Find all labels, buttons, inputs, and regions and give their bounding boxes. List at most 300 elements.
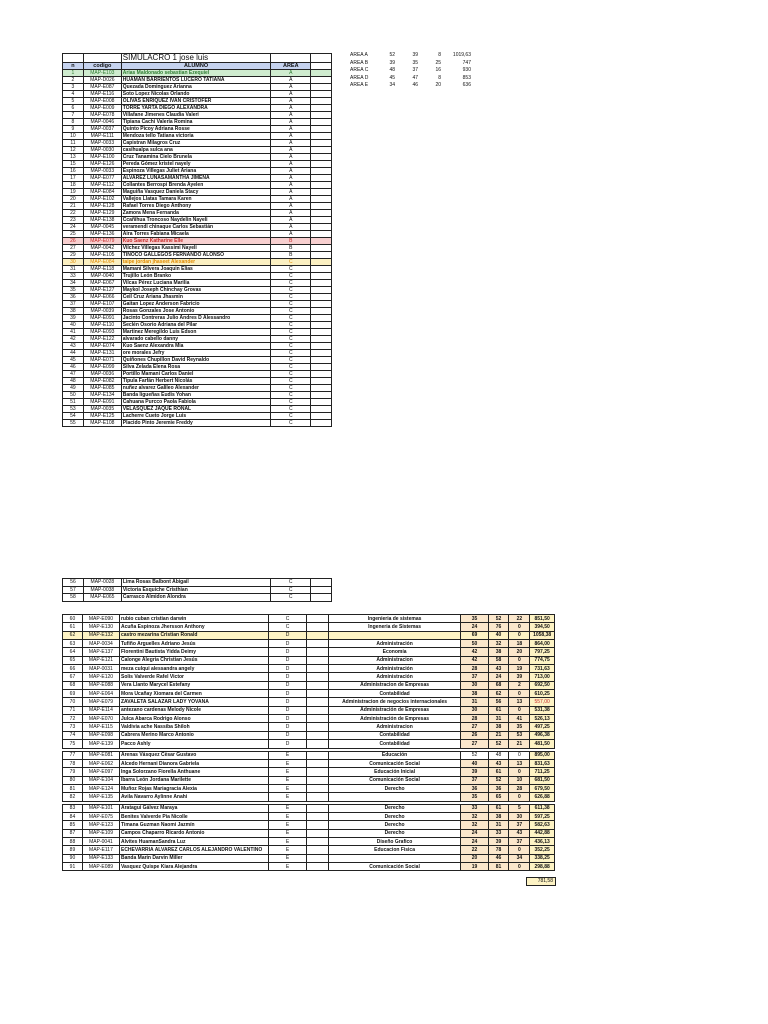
- cell-score-2[interactable]: 61: [488, 706, 509, 714]
- cell-area[interactable]: A: [271, 224, 311, 231]
- cell-area[interactable]: A: [271, 210, 311, 217]
- cell-alumno[interactable]: Cruz Tanamina Cielo Brunela: [121, 154, 271, 161]
- cell-blank[interactable]: [311, 594, 332, 602]
- cell-blank[interactable]: [311, 238, 332, 245]
- cell-codigo[interactable]: MAP-E098: [82, 731, 119, 739]
- cell-carrera[interactable]: Ingeneria de Sistemas: [328, 623, 461, 631]
- cell-alumno[interactable]: Trujillo León Branko: [121, 273, 271, 280]
- cell-blank[interactable]: [311, 266, 332, 273]
- cell-n[interactable]: 69: [63, 690, 83, 698]
- cell-n[interactable]: 88: [63, 837, 83, 845]
- summary-value-1[interactable]: 34: [389, 82, 395, 89]
- cell-area[interactable]: D: [269, 640, 306, 648]
- cell-blank[interactable]: [311, 385, 332, 392]
- cell-alumno[interactable]: Capistran Milagros Cruz: [121, 140, 271, 147]
- cell-blank[interactable]: [306, 640, 328, 648]
- cell-area[interactable]: C: [271, 579, 311, 587]
- cell-area[interactable]: E: [269, 829, 306, 837]
- cell-blank[interactable]: [306, 740, 328, 748]
- cell-area[interactable]: A: [271, 168, 311, 175]
- cell-total[interactable]: 681,50: [530, 776, 555, 784]
- cell-alumno[interactable]: ALVAREZ LUNASAMANTHA JIMENA: [121, 175, 271, 182]
- cell-n[interactable]: 75: [63, 740, 83, 748]
- cell-area[interactable]: A: [271, 231, 311, 238]
- cell-alumno[interactable]: Arenas Vásquez Cèsar Gustavo: [119, 751, 269, 759]
- average-total[interactable]: 781,58: [526, 877, 556, 886]
- cell-blank[interactable]: [311, 406, 332, 413]
- cell-n[interactable]: 62: [63, 631, 83, 639]
- cell-blank[interactable]: [311, 126, 332, 133]
- cell-score-3[interactable]: 13: [509, 698, 530, 706]
- cell-blank[interactable]: [306, 698, 328, 706]
- cell-score-1[interactable]: 38: [461, 690, 488, 698]
- cell-alumno[interactable]: rubio cuban cristian darwin: [119, 615, 269, 623]
- cell-blank[interactable]: [306, 648, 328, 656]
- cell-n[interactable]: 66: [63, 665, 83, 673]
- cell-n[interactable]: 4: [63, 91, 84, 98]
- cell-alumno[interactable]: Ceil Cruz Ariana Jhasmin: [121, 294, 271, 301]
- cell-blank[interactable]: [311, 175, 332, 182]
- cell-alumno[interactable]: Tufiño Arguelles Adriano Jesús: [119, 640, 269, 648]
- cell-total[interactable]: 394,50: [530, 623, 555, 631]
- cell-area[interactable]: E: [269, 862, 306, 870]
- cell-n[interactable]: 5: [63, 98, 84, 105]
- cell-total[interactable]: 298,88: [530, 862, 555, 870]
- cell-area[interactable]: D: [269, 656, 306, 664]
- cell-area[interactable]: D: [269, 690, 306, 698]
- cell-n[interactable]: 13: [63, 154, 84, 161]
- summary-label[interactable]: AREA C: [350, 67, 369, 74]
- cell-n[interactable]: 10: [63, 133, 84, 140]
- cell-blank[interactable]: [306, 623, 328, 631]
- cell-alumno[interactable]: Tipiana Cachi Valeria Romina: [121, 119, 271, 126]
- cell-carrera[interactable]: Economía: [328, 648, 461, 656]
- cell-codigo[interactable]: MAP-E102: [83, 196, 121, 203]
- cell-n[interactable]: 85: [63, 821, 83, 829]
- cell-codigo[interactable]: MAP-E115: [82, 723, 119, 731]
- cell-n[interactable]: 30: [63, 259, 84, 266]
- cell-n[interactable]: 22: [63, 210, 84, 217]
- cell-alumno[interactable]: ECHEVARRIA ALVAREZ CARLOS ALEJANDRO VALENTINO: [119, 846, 269, 854]
- cell-codigo[interactable]: MAP-E099: [83, 364, 121, 371]
- summary-value-2[interactable]: 37: [412, 67, 418, 74]
- cell-n[interactable]: 61: [63, 623, 83, 631]
- cell-n[interactable]: 81: [63, 784, 83, 792]
- cell-alumno[interactable]: Quezada Dominguez Arianna: [121, 84, 271, 91]
- cell-codigo[interactable]: MAP-E114: [82, 706, 119, 714]
- cell-area[interactable]: C: [271, 266, 311, 273]
- cell-score-2[interactable]: 38: [488, 648, 509, 656]
- cell-score-2[interactable]: 52: [488, 776, 509, 784]
- cell-n[interactable]: 23: [63, 217, 84, 224]
- cell-area[interactable]: E: [269, 751, 306, 759]
- cell-total[interactable]: 597,25: [530, 812, 555, 820]
- cell-score-1[interactable]: 40: [461, 759, 488, 767]
- cell-carrera[interactable]: Educación Inicial: [328, 768, 461, 776]
- cell-blank[interactable]: [311, 245, 332, 252]
- cell-score-3[interactable]: 22: [509, 615, 530, 623]
- cell-codigo[interactable]: MAP-E077: [83, 175, 121, 182]
- cell-total[interactable]: 338,25: [530, 854, 555, 862]
- cell-codigo[interactable]: MAP-E134: [83, 392, 121, 399]
- cell-n[interactable]: 89: [63, 846, 83, 854]
- cell-codigo[interactable]: MAP-E075: [82, 812, 119, 820]
- summary-label[interactable]: AREA B: [350, 59, 369, 66]
- cell-area[interactable]: C: [271, 371, 311, 378]
- cell-blank[interactable]: [311, 196, 332, 203]
- cell-alumno[interactable]: Alvites HuamanSandra Luz: [119, 837, 269, 845]
- summary-total[interactable]: 853: [462, 74, 471, 81]
- cell-carrera[interactable]: [328, 793, 461, 801]
- summary-value-1[interactable]: 45: [389, 74, 395, 81]
- cell-n[interactable]: 65: [63, 656, 83, 664]
- cell-score-3[interactable]: 53: [509, 731, 530, 739]
- cell-blank[interactable]: [311, 336, 332, 343]
- cell-codigo[interactable]: MAP-E100: [83, 154, 121, 161]
- cell-area[interactable]: E: [269, 759, 306, 767]
- cell-area[interactable]: C: [271, 357, 311, 364]
- cell-n[interactable]: 83: [63, 804, 83, 812]
- cell-codigo[interactable]: MAP-E130: [82, 623, 119, 631]
- cell-score-3[interactable]: 35: [509, 723, 530, 731]
- cell-area[interactable]: C: [271, 315, 311, 322]
- cell-n[interactable]: 49: [63, 385, 84, 392]
- cell-n[interactable]: 56: [63, 579, 84, 587]
- summary-total[interactable]: 930: [462, 67, 471, 74]
- cell-alumno[interactable]: Campos Chaparro Ricardo Antonio: [119, 829, 269, 837]
- cell-codigo[interactable]: MAP-E126: [83, 161, 121, 168]
- cell-area[interactable]: B: [271, 252, 311, 259]
- cell-blank[interactable]: [311, 147, 332, 154]
- cell-score-2[interactable]: 48: [488, 751, 509, 759]
- cell-area[interactable]: A: [271, 217, 311, 224]
- cell-score-1[interactable]: 28: [461, 665, 488, 673]
- cell-alumno[interactable]: Espinoza Villegas Juliet Ariana: [121, 168, 271, 175]
- cell-blank[interactable]: [311, 280, 332, 287]
- cell-score-1[interactable]: 39: [461, 768, 488, 776]
- cell-score-1[interactable]: 42: [461, 648, 488, 656]
- cell-score-3[interactable]: 0: [509, 690, 530, 698]
- cell-n[interactable]: 35: [63, 287, 84, 294]
- cell-n[interactable]: 91: [63, 862, 83, 870]
- cell-total[interactable]: 526,13: [530, 715, 555, 723]
- cell-alumno[interactable]: ore morales Jefry: [121, 350, 271, 357]
- cell-area[interactable]: C: [271, 406, 311, 413]
- cell-blank[interactable]: [306, 759, 328, 767]
- summary-value-2[interactable]: 39: [412, 52, 418, 58]
- summary-value-3[interactable]: 8: [438, 74, 441, 81]
- cell-n[interactable]: 31: [63, 266, 84, 273]
- cell-blank[interactable]: [311, 371, 332, 378]
- cell-codigo[interactable]: MAP-E139: [82, 740, 119, 748]
- cell-score-1[interactable]: 69: [461, 631, 488, 639]
- cell-blank[interactable]: [306, 681, 328, 689]
- cell-blank[interactable]: [311, 329, 332, 336]
- cell-codigo[interactable]: MAP-E116: [83, 91, 121, 98]
- cell-score-1[interactable]: 31: [461, 698, 488, 706]
- cell-area[interactable]: D: [269, 673, 306, 681]
- cell-score-2[interactable]: 43: [488, 759, 509, 767]
- cell-score-3[interactable]: 2: [509, 681, 530, 689]
- cell-score-2[interactable]: 76: [488, 623, 509, 631]
- cell-score-2[interactable]: 52: [488, 740, 509, 748]
- cell-alumno[interactable]: Villafane Jimenes Claudia Valeri: [121, 112, 271, 119]
- cell-area[interactable]: A: [271, 126, 311, 133]
- cell-area[interactable]: A: [271, 77, 311, 84]
- cell-score-1[interactable]: 30: [461, 681, 488, 689]
- cell-score-3[interactable]: 28: [509, 784, 530, 792]
- cell-area[interactable]: A: [271, 189, 311, 196]
- cell-score-3[interactable]: 43: [509, 829, 530, 837]
- cell-codigo[interactable]: MAP-E136: [83, 231, 121, 238]
- header-n[interactable]: n: [63, 63, 84, 70]
- cell-blank[interactable]: [311, 343, 332, 350]
- cell-total[interactable]: 611,38: [530, 804, 555, 812]
- cell-area[interactable]: C: [271, 392, 311, 399]
- cell-n[interactable]: 84: [63, 812, 83, 820]
- cell-codigo[interactable]: MAP-E125: [83, 413, 121, 420]
- cell-total[interactable]: 557,00: [530, 698, 555, 706]
- cell-codigo[interactable]: MAP-E070: [82, 715, 119, 723]
- cell-alumno[interactable]: Timana Guzman Naomi Jazmín: [119, 821, 269, 829]
- cell-carrera[interactable]: Administración: [328, 640, 461, 648]
- cell-total[interactable]: 774,75: [530, 656, 555, 664]
- cell-blank[interactable]: [311, 119, 332, 126]
- cell-blank[interactable]: [311, 84, 332, 91]
- cell-alumno[interactable]: Vasquez Quispe Kiara Alejandra: [119, 862, 269, 870]
- cell-codigo[interactable]: MAP-E137: [82, 648, 119, 656]
- cell-total[interactable]: 582,63: [530, 821, 555, 829]
- summary-value-3[interactable]: 8: [438, 52, 441, 58]
- cell-alumno[interactable]: Rafael Torres Diego Anthony: [121, 203, 271, 210]
- cell-carrera[interactable]: Contabilidad: [328, 690, 461, 698]
- cell-score-2[interactable]: 78: [488, 846, 509, 854]
- cell-score-3[interactable]: 37: [509, 837, 530, 845]
- cell-alumno[interactable]: nuñez alvarez Galileo Alexander: [121, 385, 271, 392]
- cell-blank[interactable]: [311, 399, 332, 406]
- cell-n[interactable]: 8: [63, 119, 84, 126]
- cell-alumno[interactable]: Pacco Ashly: [119, 740, 269, 748]
- cell-total[interactable]: 610,25: [530, 690, 555, 698]
- cell-blank[interactable]: [311, 413, 332, 420]
- cell-alumno[interactable]: Soto Lopez Nicolas Orlando: [121, 91, 271, 98]
- cell-codigo[interactable]: MAP-E122: [83, 336, 121, 343]
- cell-alumno[interactable]: Valdivia ache Nassiba Shiloh: [119, 723, 269, 731]
- cell-area[interactable]: D: [269, 706, 306, 714]
- cell-alumno[interactable]: Banda Iigueñas Eudis Yohan: [121, 392, 271, 399]
- cell-codigo[interactable]: MAP-E118: [83, 266, 121, 273]
- cell-score-1[interactable]: 52: [461, 751, 488, 759]
- cell-codigo[interactable]: MAP-0030: [83, 147, 121, 154]
- cell-n[interactable]: 44: [63, 350, 84, 357]
- summary-value-1[interactable]: 39: [389, 59, 395, 66]
- cell-alumno[interactable]: Mora Ucañay Xiomara del Carmen: [119, 690, 269, 698]
- cell-n[interactable]: 42: [63, 336, 84, 343]
- cell-score-2[interactable]: 33: [488, 829, 509, 837]
- cell-area[interactable]: D: [269, 740, 306, 748]
- cell-alumno[interactable]: Vera Llanto Marycel Estefany: [119, 681, 269, 689]
- cell-alumno[interactable]: Aratagui Gálvez Maraya: [119, 804, 269, 812]
- cell-score-2[interactable]: 58: [488, 656, 509, 664]
- cell-score-2[interactable]: 38: [488, 723, 509, 731]
- cell-score-3[interactable]: 0: [509, 623, 530, 631]
- cell-score-1[interactable]: 20: [461, 854, 488, 862]
- cell-carrera[interactable]: Educación: [328, 751, 461, 759]
- cell-area[interactable]: B: [271, 238, 311, 245]
- cell-codigo[interactable]: MAP-E110: [83, 322, 121, 329]
- cell-score-3[interactable]: 5: [509, 804, 530, 812]
- cell-codigo[interactable]: MAP-E104: [82, 776, 119, 784]
- cell-alumno[interactable]: HUAMAN BARRIENTOS LUCERO TATIANA: [121, 77, 271, 84]
- cell-n[interactable]: 6: [63, 105, 84, 112]
- cell-n[interactable]: 15: [63, 161, 84, 168]
- cell-alumno[interactable]: Mendoza tello Tatiana victoria: [121, 133, 271, 140]
- cell-alumno[interactable]: TORRE YARTA DIEGO ALEXANDRA: [121, 105, 271, 112]
- cell-alumno[interactable]: Solis Valverde Rafel Victor: [119, 673, 269, 681]
- cell-alumno[interactable]: Portillo Mamani Carlos Daniel: [121, 371, 271, 378]
- cell-area[interactable]: A: [271, 105, 311, 112]
- cell-area[interactable]: A: [271, 84, 311, 91]
- cell-blank[interactable]: [306, 768, 328, 776]
- cell-blank[interactable]: [311, 378, 332, 385]
- cell-blank[interactable]: [311, 154, 332, 161]
- header-alumno[interactable]: ALUMNO: [121, 63, 271, 70]
- cell-carrera[interactable]: Derecho: [328, 821, 461, 829]
- cell-blank[interactable]: [311, 217, 332, 224]
- cell-blank[interactable]: [311, 294, 332, 301]
- cell-area[interactable]: E: [269, 784, 306, 792]
- cell-area[interactable]: B: [271, 245, 311, 252]
- cell-n[interactable]: 78: [63, 759, 83, 767]
- cell-codigo[interactable]: MAP-E135: [82, 793, 119, 801]
- cell-n[interactable]: 80: [63, 776, 83, 784]
- cell-codigo[interactable]: MAP-E088: [82, 681, 119, 689]
- cell-blank[interactable]: [311, 350, 332, 357]
- cell-alumno[interactable]: Alcedo Hernani Dianora Gabriela: [119, 759, 269, 767]
- cell-blank[interactable]: [306, 673, 328, 681]
- cell-score-3[interactable]: 41: [509, 715, 530, 723]
- cell-blank[interactable]: [311, 273, 332, 280]
- cell-carrera[interactable]: Comunicación Social: [328, 776, 461, 784]
- cell-blank[interactable]: [311, 70, 332, 77]
- cell-carrera[interactable]: Derecho: [328, 812, 461, 820]
- cell-area[interactable]: C: [271, 287, 311, 294]
- cell-blank[interactable]: [306, 615, 328, 623]
- cell-codigo[interactable]: MAP-E071: [83, 357, 121, 364]
- cell-alumno[interactable]: VELASQUEZ JAQUE RONAL: [121, 406, 271, 413]
- cell-alumno[interactable]: Pereda Gómez kristel nayely: [121, 161, 271, 168]
- cell-codigo[interactable]: MAP-E097: [82, 768, 119, 776]
- cell-blank[interactable]: [311, 308, 332, 315]
- cell-score-1[interactable]: 24: [461, 623, 488, 631]
- cell-n[interactable]: 51: [63, 399, 84, 406]
- cell-carrera[interactable]: Educacion Fisica: [328, 846, 461, 854]
- cell-carrera[interactable]: Contabilidad: [328, 731, 461, 739]
- cell-alumno[interactable]: Ibarra León Jordana Marilette: [119, 776, 269, 784]
- cell-total[interactable]: 626,88: [530, 793, 555, 801]
- cell-area[interactable]: D: [269, 698, 306, 706]
- cell-blank[interactable]: [311, 231, 332, 238]
- cell-blank[interactable]: [311, 420, 332, 427]
- cell-area[interactable]: A: [271, 140, 311, 147]
- cell-blank[interactable]: [311, 182, 332, 189]
- cell-codigo[interactable]: MAP-E091: [83, 399, 121, 406]
- cell-n[interactable]: 27: [63, 245, 84, 252]
- cell-area[interactable]: A: [271, 119, 311, 126]
- cell-area[interactable]: A: [271, 203, 311, 210]
- cell-total[interactable]: 436,13: [530, 837, 555, 845]
- cell-score-1[interactable]: 50: [461, 640, 488, 648]
- cell-blank[interactable]: [306, 690, 328, 698]
- cell-n[interactable]: 68: [63, 681, 83, 689]
- cell-alumno[interactable]: Calonge Alegria Christian Jesús: [119, 656, 269, 664]
- cell-alumno[interactable]: Lacherre Cueto Jorge Luis: [121, 413, 271, 420]
- cell-blank[interactable]: [311, 161, 332, 168]
- cell-alumno[interactable]: TINOCO GALLEGOS FERNANDO ALONSO: [121, 252, 271, 259]
- cell-codigo[interactable]: MAP-0034: [82, 640, 119, 648]
- cell-alumno[interactable]: Lima Rosas Balbont Abigail: [121, 579, 270, 587]
- cell-total[interactable]: 352,25: [530, 846, 555, 854]
- cell-score-3[interactable]: 0: [509, 793, 530, 801]
- cell-area[interactable]: A: [271, 161, 311, 168]
- cell-blank[interactable]: [306, 846, 328, 854]
- cell-codigo[interactable]: MAP-0033: [83, 140, 121, 147]
- cell-codigo[interactable]: MAP-E117: [82, 846, 119, 854]
- cell-n[interactable]: 1: [63, 70, 84, 77]
- cell-area[interactable]: C: [271, 259, 311, 266]
- cell-codigo[interactable]: MAP-0042: [83, 245, 121, 252]
- cell-n[interactable]: 53: [63, 406, 84, 413]
- cell-n[interactable]: 71: [63, 706, 83, 714]
- cell-codigo[interactable]: MAP-0039: [83, 308, 121, 315]
- cell-blank[interactable]: [311, 579, 332, 587]
- cell-area[interactable]: E: [269, 821, 306, 829]
- cell-n[interactable]: 90: [63, 854, 83, 862]
- cell-score-1[interactable]: 30: [461, 706, 488, 714]
- cell-alumno[interactable]: Benites Valverde Pia Nicolle: [119, 812, 269, 820]
- cell-score-1[interactable]: 33: [461, 804, 488, 812]
- cell-n[interactable]: 63: [63, 640, 83, 648]
- summary-value-3[interactable]: 20: [435, 82, 441, 89]
- cell-codigo[interactable]: MAP-0038: [83, 586, 121, 594]
- cell-area[interactable]: A: [271, 98, 311, 105]
- cell-blank[interactable]: [306, 631, 328, 639]
- cell-alumno[interactable]: Cahuana Purcco Paola Fabiola: [121, 399, 271, 406]
- cell-area[interactable]: A: [271, 175, 311, 182]
- cell-score-3[interactable]: 34: [509, 854, 530, 862]
- cell-score-2[interactable]: 39: [488, 837, 509, 845]
- summary-value-1[interactable]: 52: [389, 52, 395, 58]
- cell-area[interactable]: A: [271, 112, 311, 119]
- cell-area[interactable]: C: [271, 399, 311, 406]
- cell-codigo[interactable]: MAP-E074: [83, 343, 121, 350]
- header-codigo[interactable]: codigo: [83, 63, 121, 70]
- cell-score-2[interactable]: 31: [488, 715, 509, 723]
- cell-blank[interactable]: [311, 98, 332, 105]
- cell-area[interactable]: A: [271, 154, 311, 161]
- cell-total[interactable]: 797,25: [530, 648, 555, 656]
- cell-codigo[interactable]: MAP-0031: [82, 665, 119, 673]
- cell-alumno[interactable]: antezano cardenas Melody Nicole: [119, 706, 269, 714]
- cell-carrera[interactable]: Administracion de negocios internacionales: [328, 698, 461, 706]
- cell-area[interactable]: C: [271, 364, 311, 371]
- cell-codigo[interactable]: MAP-E108: [83, 420, 121, 427]
- cell-codigo[interactable]: MAP-E105: [83, 252, 121, 259]
- cell-blank[interactable]: [306, 715, 328, 723]
- header-area[interactable]: AREA: [271, 63, 311, 70]
- cell-n[interactable]: 36: [63, 294, 84, 301]
- cell-alumno[interactable]: taipe jordan jhaseet Alexander: [121, 259, 271, 266]
